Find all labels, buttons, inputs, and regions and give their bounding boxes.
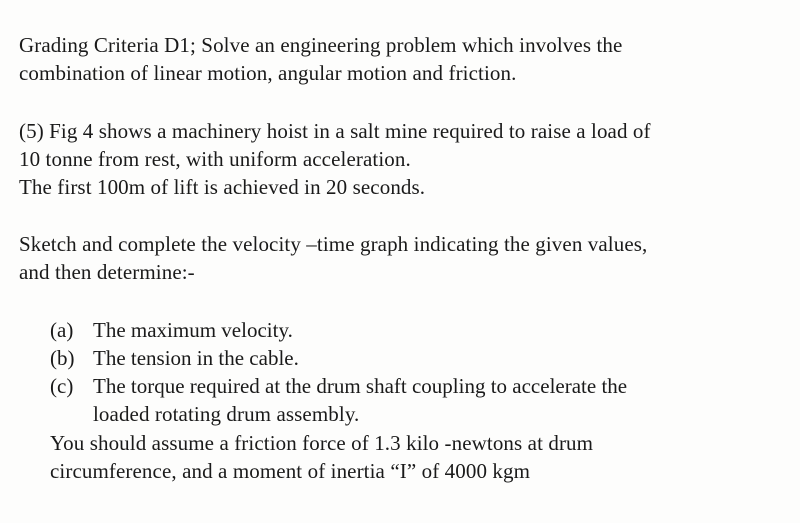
problem-statement-line-2: 10 tonne from rest, with uniform acceleration. — [19, 147, 411, 171]
assumption-line-1: You should assume a friction force of 1.3 kilo -newtons at drum — [50, 431, 594, 455]
problem-statement-line-3: The first 100m of lift is achieved in 20 seconds. — [19, 175, 426, 199]
grading-criteria-line-1: Grading Criteria D1; Solve an engineering problem which involves the — [19, 33, 623, 57]
list-text-c: The torque required at the drum shaft coupling to accelerate the — [93, 374, 628, 398]
list-marker-a: (a) — [50, 318, 74, 342]
problem-statement-line-1: (5) Fig 4 shows a machinery hoist in a salt mine required to raise a load of — [19, 119, 651, 143]
list-text-b: The tension in the cable. — [93, 346, 299, 370]
list-text-c-continuation: loaded rotating drum assembly. — [93, 402, 360, 426]
instruction-line-1: Sketch and complete the velocity –time graph indicating the given values, — [19, 232, 648, 256]
list-marker-c: (c) — [50, 374, 74, 398]
grading-criteria-line-2: combination of linear motion, angular motion and friction. — [19, 61, 517, 85]
assumption-line-2: circumference, and a moment of inertia “I” of 4000 kgm — [50, 459, 531, 483]
list-text-a: The maximum velocity. — [93, 318, 293, 342]
instruction-line-2: and then determine:- — [19, 260, 195, 284]
list-marker-b: (b) — [50, 346, 75, 370]
